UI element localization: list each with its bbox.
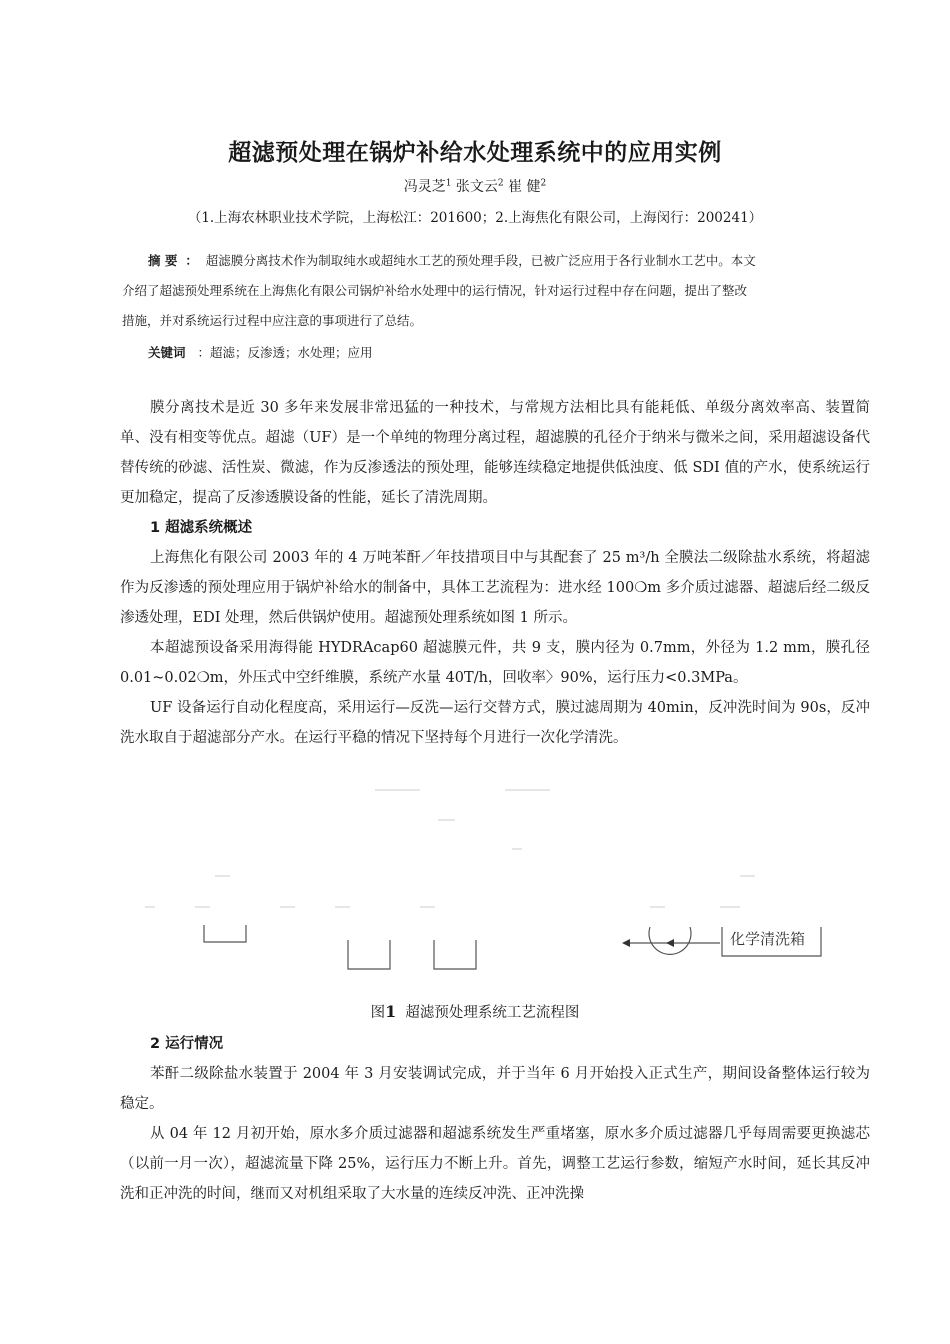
caption-text: 超滤预处理系统工艺流程图 bbox=[405, 1005, 580, 1021]
section-heading: 1 超滤系统概述 bbox=[150, 520, 253, 536]
abstract-line: 措施，并对系统运行过程中应注意的事项进行了总结。 bbox=[122, 313, 423, 328]
flow-arrow bbox=[622, 939, 630, 947]
abstract bbox=[122, 246, 870, 336]
process-flow-figure bbox=[120, 770, 870, 970]
flow-arrow bbox=[666, 939, 674, 947]
body-paragraph: 本超滤预设备采用海得能 HYDRAcap60 超滤膜元件，共 9 支，膜内径为 0.7mm，外径为 1.2 mm，膜孔径 0.01~0.02❍m，外压式中空纤维膜，系统产水量 40T/h，回收率〉90%，运行压力<0.3MPa。 bbox=[120, 640, 870, 686]
body-section-operation bbox=[120, 1029, 870, 1209]
keywords-text: ：超滤；反渗透；水处理；应用 bbox=[197, 345, 373, 360]
body-paragraph: 上海焦化有限公司 2003 年的 4 万吨苯酐／年技措项目中与其配套了 25 m³/h 全膜法二级除盐水系统，将超滤作为反渗透的预处理应用于锅炉补给水的制备中，具体工艺流程为：进水经 100❍m 多介质过滤器、超滤后经二级反渗透处理，EDI 处理，然后供锅炉使用。超滤预处理系统如图 1 所示。 bbox=[120, 550, 870, 626]
intro-paragraph: 膜分离技术是近 30 多年来发展非常迅猛的一种技术，与常规方法相比具有能耗低、单级分离效率高、装置简单、没有相变等优点。超滤（UF）是一个单纯的物理分离过程，超滤膜的孔径介于纳米与微米之间，采用超滤设备代替传统的砂滤、活性炭、微滤，作为反渗透法的预处理，能够连续稳定地提供低浊度、低 SDI 值的产水，使系统运行更加稳定，提高了反渗透膜设备的性能，延长了清洗周期。 bbox=[120, 400, 870, 506]
pump-circle bbox=[649, 927, 691, 954]
figure-caption bbox=[0, 1001, 950, 1022]
author-list bbox=[0, 176, 950, 196]
vessel-outline bbox=[204, 925, 246, 942]
author-affil-mark: 1 bbox=[445, 178, 452, 189]
abstract-colon: ： bbox=[185, 253, 198, 268]
faint-diagram-remnants bbox=[145, 790, 755, 907]
caption-prefix: 图 bbox=[370, 1005, 386, 1021]
affiliation: （1.上海农林职业技术学院，上海松江：201600；2.上海焦化有限公司，上海闵行：200241） bbox=[187, 210, 763, 226]
section-heading: 2 运行情况 bbox=[150, 1036, 224, 1052]
author-name: 崔 健 bbox=[508, 179, 541, 195]
keywords-label: 关键词 bbox=[148, 345, 186, 360]
abstract-line: 介绍了超滤预处理系统在上海焦化有限公司锅炉补给水处理中的运行情况，针对运行过程中存在问题，提出了整改 bbox=[122, 283, 748, 298]
author-affil-mark: 2 bbox=[497, 178, 504, 189]
author-name: 张文云 bbox=[455, 179, 498, 195]
author-affil-mark: 2 bbox=[540, 178, 547, 189]
vessel-outline bbox=[348, 940, 390, 969]
body-paragraph: UF 设备运行自动化程度高，采用运行—反洗—运行交替方式，膜过滤周期为 40min，反冲洗时间为 90s，反冲洗水取自于超滤部分产水。在运行平稳的情况下坚持每个月进行一次化学清洗。 bbox=[120, 700, 870, 746]
keywords bbox=[148, 343, 868, 361]
abstract-label: 摘 要 bbox=[148, 253, 178, 268]
vessel-outline bbox=[434, 940, 476, 969]
author-name: 冯灵芝 bbox=[403, 179, 446, 195]
caption-number: 1 bbox=[385, 1002, 397, 1021]
body-paragraph: 从 04 年 12 月初开始，原水多介质过滤器和超滤系统发生严重堵塞，原水多介质过滤器几乎每周需要更换滤芯（以前一月一次），超滤流量下降 25%，运行压力不断上升。首先，调整工艺运行参数，缩短产水时间，延长其反冲洗和正冲洗的时间，继而又对机组采取了大水量的连续反冲洗、正冲洗操 bbox=[120, 1126, 870, 1202]
body-section-intro bbox=[120, 393, 870, 753]
cleaning-tank-label: 化学清洗箱 bbox=[730, 930, 806, 948]
paper-title: 超滤预处理在锅炉补给水处理系统中的应用实例 bbox=[228, 140, 722, 166]
body-paragraph: 苯酐二级除盐水装置于 2004 年 3 月安装调试完成，并于当年 6 月开始投入正式生产，期间设备整体运行较为稳定。 bbox=[120, 1066, 870, 1112]
abstract-line: 超滤膜分离技术作为制取纯水或超纯水工艺的预处理手段，已被广泛应用于各行业制水工艺中。本文 bbox=[205, 253, 756, 268]
